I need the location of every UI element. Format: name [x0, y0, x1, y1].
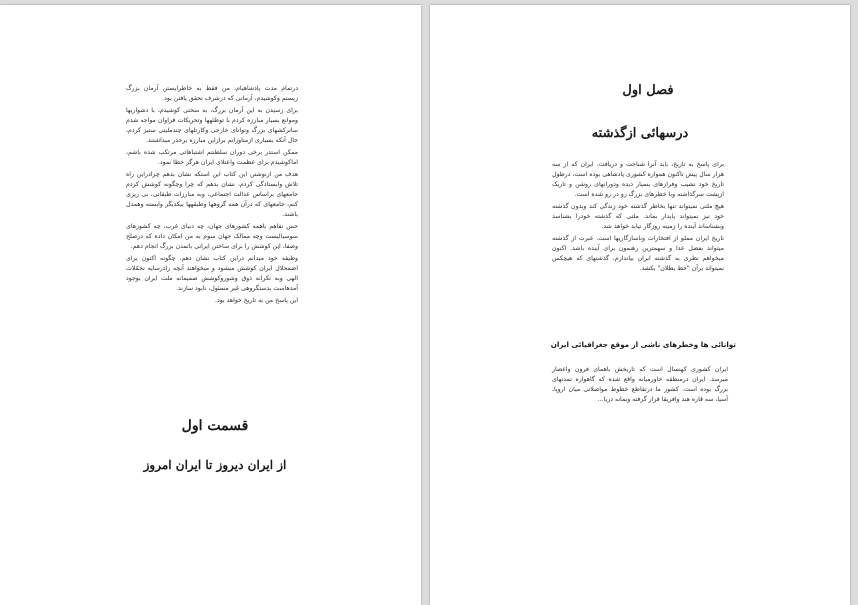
- subsection-paragraph-1: ایران کشوری کهنسال است که تاریخش باهمای فرون واعصار میرسد. ایران درمنطقه خاورمیانه واقع شده که گاهواره تمدنهای بزرگ بوده است. کشور ما درتقاطع خطوط مواصلاتی میان اروپا، آسیا، سه قاره هند وافریقا قرار گرفته وبمانه دریا...: [552, 366, 728, 403]
- subsection-title: توانائی ها وخطرهای ناشی از موقع جغرافیائی ایران: [550, 340, 736, 349]
- right-page-body: [552, 160, 724, 276]
- right-paragraph-1: برای پاسخ به تاریخ، باید آنرا شناخت و دریافت. ایران که از سه هزار سال پیش تاکنون همواره کشوری پادشاهی بوده است، درطول تاریخ خود نشیب وفرازهای بسیار دیده ودورانهای روشن و تاریک ازپشت سرگذاشته وبا خطرهای بزرگ رو در رو شده است.: [552, 161, 724, 198]
- part-title: قسمت اول: [181, 418, 249, 434]
- chapter-title: فصل اول: [622, 83, 674, 98]
- left-paragraph-1: درتمام مدت پادشاهیام، من فقط به خاطرایستن آرمان بزرگ زیستم وکوشیدم، آرمانی که درشرف تحقق یافتن بود.: [126, 85, 298, 102]
- left-paragraph-3: ممکن استدر برخی دوران سلطنتم اشتباهاتی مرتکب شده باشم، اماکوشیدم برای عظمت واعتلای ایران هرگز خطا نمود.: [126, 149, 298, 166]
- right-paragraph-2: هیچ ملتی نمیتواند تنها بخاطر گذشته خود زندگی کند وبدون گذشته خود نیز نمیتواند پایدار بماند. ملتی که گذشته خودرا بشناسد وبشناساند آینده را زمینه روزگار نیابد خواهد شد.: [552, 203, 724, 230]
- subsection-body: [552, 365, 728, 407]
- left-paragraph-6: وظیفه خود میدانم دراین کتاب نشان دهم، چگونه اکنون برای اضمحلال ایران کوشش میشود و میخواهند آنچه رادرسایه تحمّلات الهی وبه تکرانه ذوق وشوروکوشش صمیمانه ملت ایران بوجود آمدهاست بدستگروهی غیر مسئول، نابود سازند.: [126, 255, 298, 292]
- left-paragraph-4: هدف من ازنوشتن این کتاب این استکه نشان بدهم چرادراین راه تلاش وایستادگی کردم، نشان بدهم که چرا وچگونه کوشش کردم جامعهای براساس عدالت اجتماعی، وبه مبارزات طبقاتی، بی ریزی کنم، جامعهای که درآن همه گروهها وطبقهها بیکدیگر وابسته وهمدل باشند.: [126, 171, 298, 218]
- left-paragraph-2: برای رسیدن به این آرمان بزرگ، به سختی کوشیدم، با دشواریها وموانع بسیار مبارزه کردم با توطئهها وتحریکات فراوان مواجه شدم ساترکشهای بزرگ وتوانای خارجی وکارتلهای چندملیتی ستیز کردم، حال آنکه بسیاری ازمتاوزانم برازاین مبارزه برحذر میداشتند.: [126, 107, 298, 144]
- chapter-subtitle: درسهائی ازگذشته: [591, 126, 689, 141]
- left-paragraph-5: حس تفاهم باهمه کشورهای جهان، چه دنیای غرب، چه کشورهای سوسیالیست وچه ممالک جهان سوم به من امکان داده که درصلح وصفا، این کوشش را برای ساختن ایرانی باتمدن بزرگ انجام دهم.: [126, 223, 298, 250]
- left-page-body: [126, 84, 298, 308]
- part-subtitle: از ایران دیروز تا ایران امروز: [143, 458, 287, 472]
- left-paragraph-7: این پاسخ من به تاریخ خواهد بود.: [214, 297, 298, 304]
- right-paragraph-3: تاریخ ایران مملو از افتخارات وناسازگاریها است. عبرت از گذشته میتواند بفضل عدا و سهمترین رهنمون برای آینده باشد. اکنون میخواهم نظری به گذشته ایران بیاندازم، گذشتهای که هیچکس نمیتواند برآن "خط بطلان" بکشد.: [552, 235, 724, 272]
